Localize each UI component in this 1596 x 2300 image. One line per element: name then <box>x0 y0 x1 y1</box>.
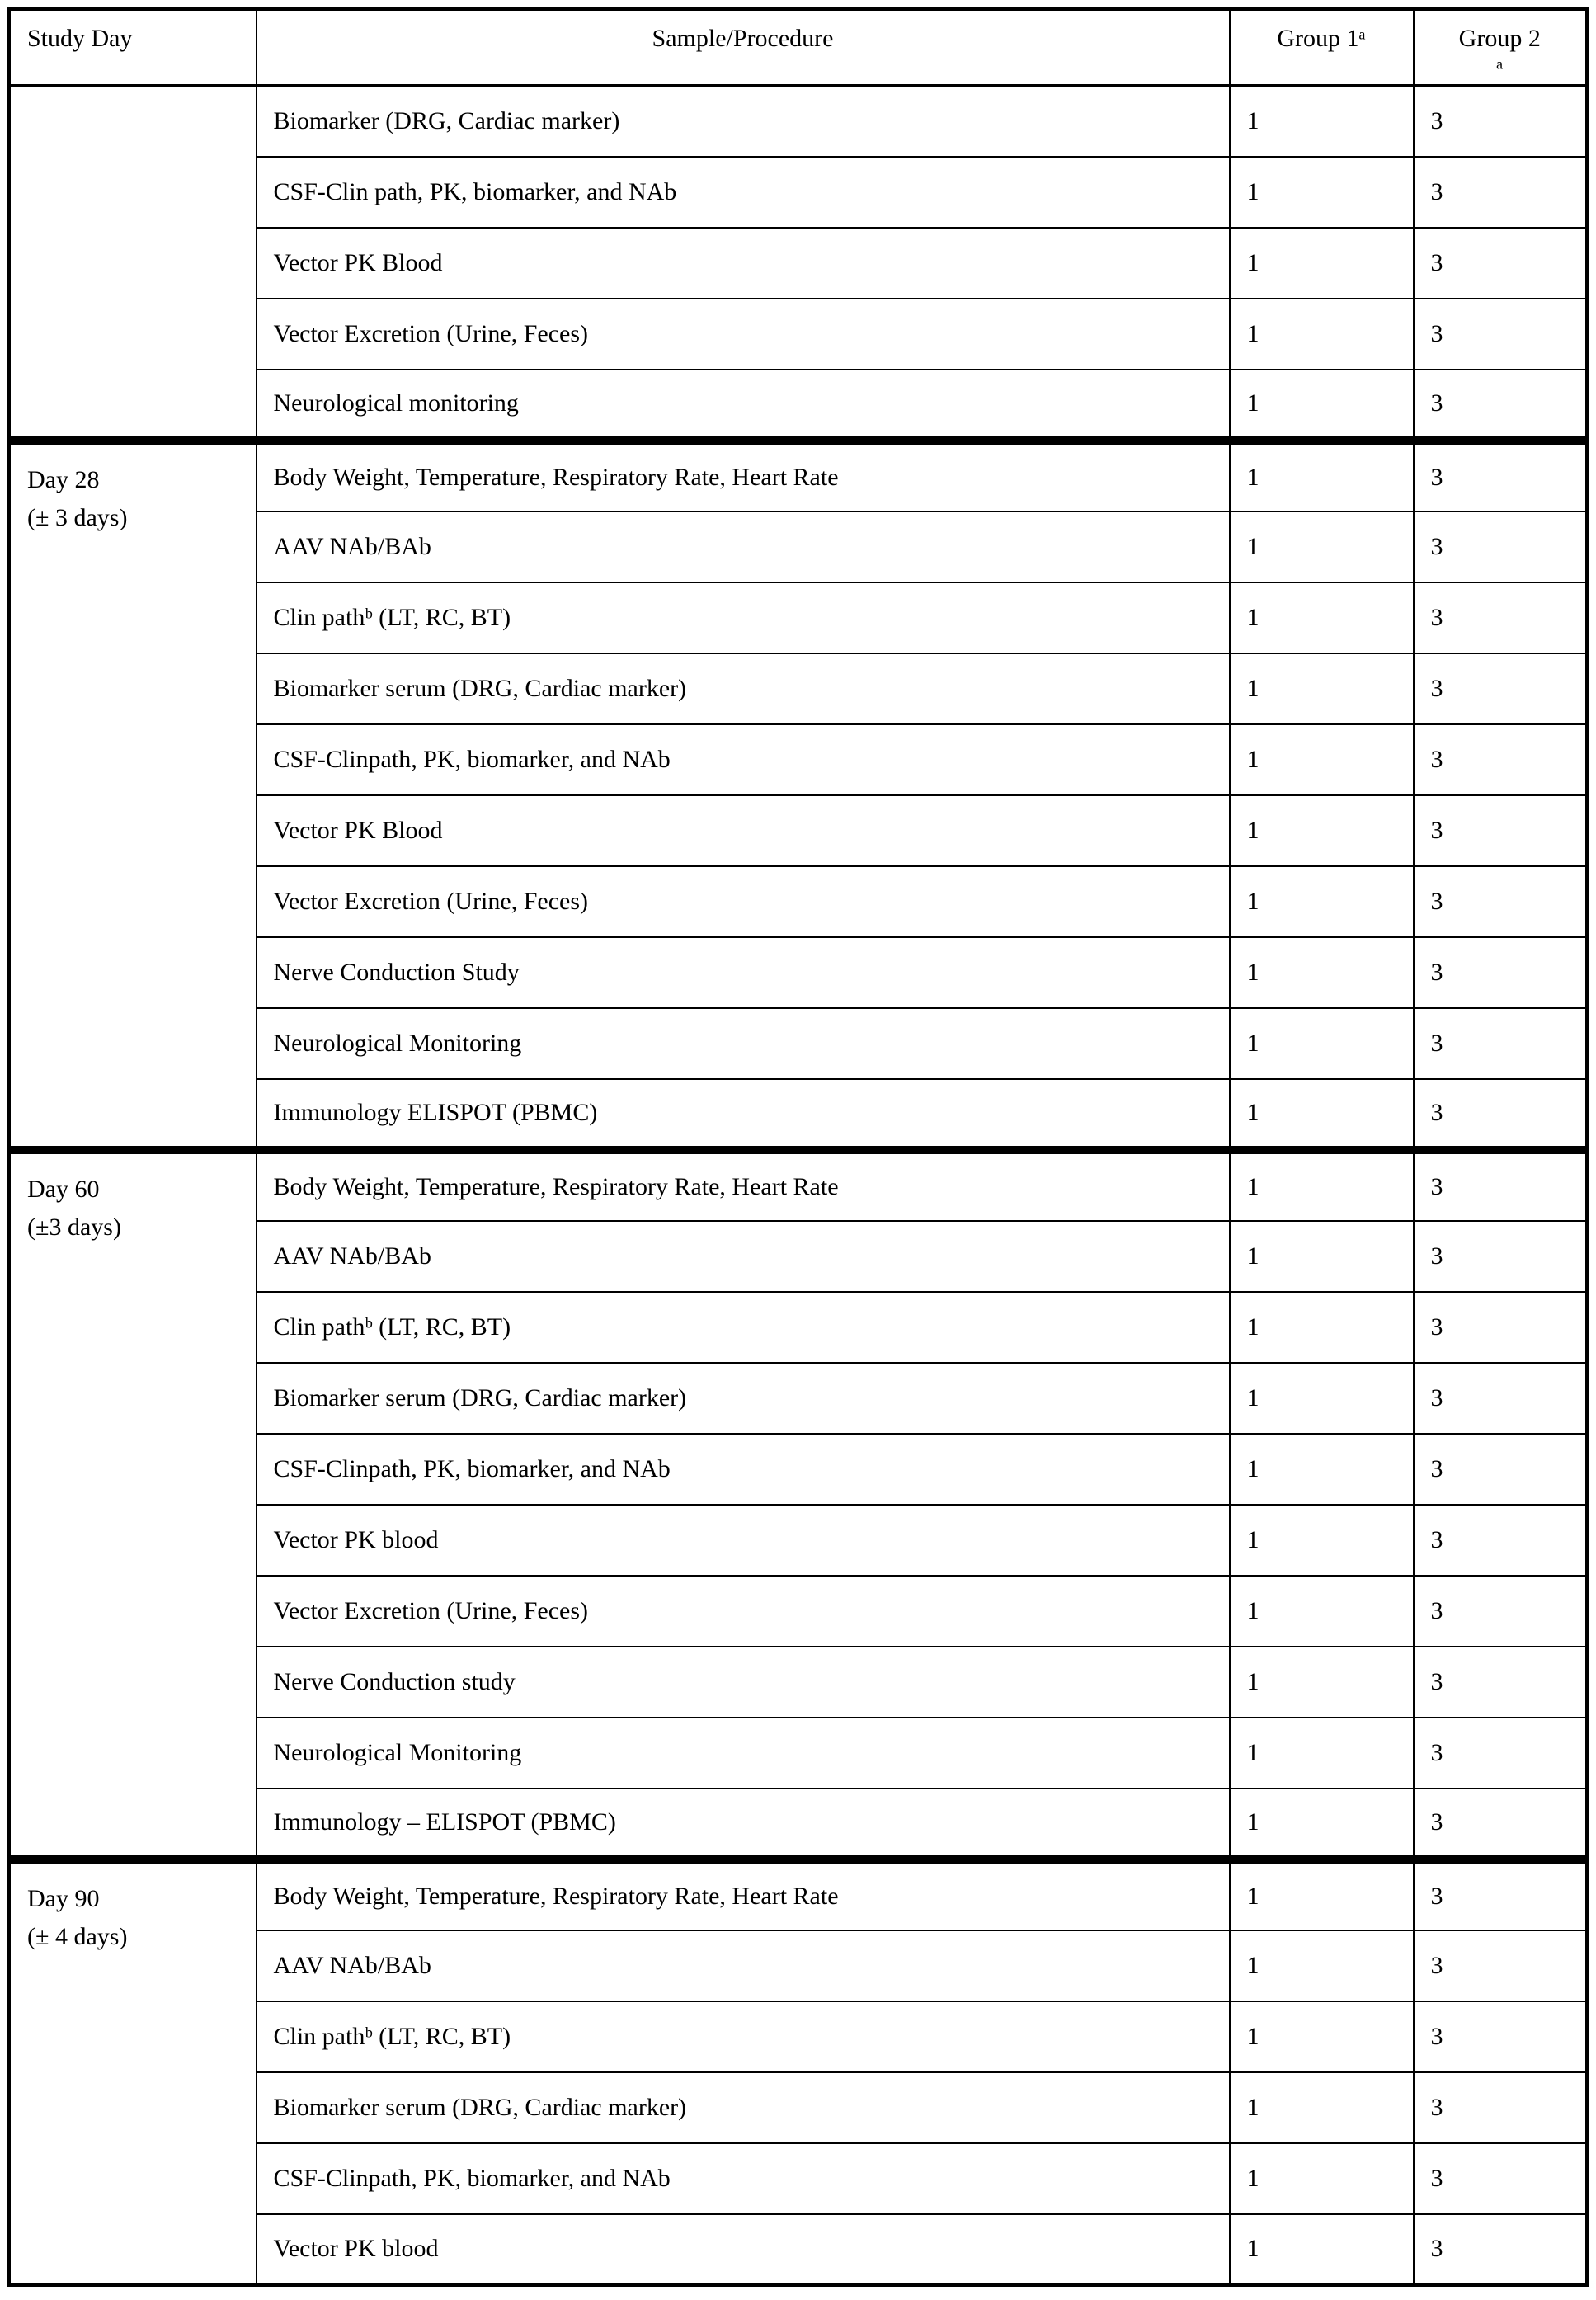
group2-count-cell: 3 <box>1414 157 1588 228</box>
group2-count-cell: 3 <box>1414 2143 1588 2214</box>
group1-count-cell: 1 <box>1230 724 1414 795</box>
group1-count-cell: 1 <box>1230 795 1414 866</box>
group1-count-cell: 1 <box>1230 1292 1414 1363</box>
procedure-cell: Clin pathᵇ (LT, RC, BT) <box>257 582 1230 653</box>
procedure-cell: Clin pathᵇ (LT, RC, BT) <box>257 1292 1230 1363</box>
procedure-cell: Immunology ELISPOT (PBMC) <box>257 1079 1230 1150</box>
group2-count-cell: 3 <box>1414 1859 1588 1930</box>
group2-count-cell: 3 <box>1414 1505 1588 1576</box>
group1-count-cell: 1 <box>1230 228 1414 299</box>
group1-count-cell: 1 <box>1230 2143 1414 2214</box>
group2-count-cell: 3 <box>1414 582 1588 653</box>
group1-count-cell: 1 <box>1230 1505 1414 1576</box>
group1-count-cell: 1 <box>1230 937 1414 1008</box>
study-day-cell: Day 90 (± 4 days) <box>9 1859 257 2285</box>
procedure-cell: Neurological monitoring <box>257 370 1230 441</box>
procedure-cell: Nerve Conduction Study <box>257 937 1230 1008</box>
group1-count-cell: 1 <box>1230 1434 1414 1505</box>
procedure-cell: Biomarker (DRG, Cardiac marker) <box>257 86 1230 157</box>
procedure-cell: Nerve Conduction study <box>257 1647 1230 1718</box>
study-day-cell: Day 28 (± 3 days) <box>9 441 257 1150</box>
group1-count-cell: 1 <box>1230 299 1414 370</box>
group1-count-cell: 1 <box>1230 1789 1414 1859</box>
study-schedule-table <box>7 7 1589 2287</box>
group2-count-cell: 3 <box>1414 441 1588 511</box>
header-row <box>9 9 1588 86</box>
group2-count-cell: 3 <box>1414 1079 1588 1150</box>
group1-count-cell: 1 <box>1230 582 1414 653</box>
procedure-cell: CSF-Clinpath, PK, biomarker, and NAb <box>257 2143 1230 2214</box>
group1-count-cell: 1 <box>1230 866 1414 937</box>
table-row <box>9 1150 1588 1221</box>
procedure-cell: Vector PK Blood <box>257 228 1230 299</box>
procedure-cell: Vector PK blood <box>257 2214 1230 2285</box>
procedure-cell: Neurological Monitoring <box>257 1718 1230 1789</box>
group2-count-cell: 3 <box>1414 795 1588 866</box>
header-study-day: Study Day <box>9 9 257 86</box>
group2-count-cell: 3 <box>1414 511 1588 582</box>
group2-count-cell: 3 <box>1414 228 1588 299</box>
procedure-cell: Vector Excretion (Urine, Feces) <box>257 866 1230 937</box>
procedure-cell: Biomarker serum (DRG, Cardiac marker) <box>257 1363 1230 1434</box>
header-sample-procedure: Sample/Procedure <box>257 9 1230 86</box>
procedure-cell: Vector Excretion (Urine, Feces) <box>257 1576 1230 1647</box>
procedure-cell: Vector PK blood <box>257 1505 1230 1576</box>
procedure-cell: AAV NAb/BAb <box>257 1930 1230 2001</box>
procedure-cell: AAV NAb/BAb <box>257 511 1230 582</box>
group2-count-cell: 3 <box>1414 1292 1588 1363</box>
procedure-cell: CSF-Clinpath, PK, biomarker, and NAb <box>257 1434 1230 1505</box>
group2-count-cell: 3 <box>1414 1150 1588 1221</box>
procedure-cell: Vector Excretion (Urine, Feces) <box>257 299 1230 370</box>
procedure-cell: Body Weight, Temperature, Respiratory Rate, Heart Rate <box>257 441 1230 511</box>
group2-count-cell: 3 <box>1414 724 1588 795</box>
procedure-cell: Clin pathᵇ (LT, RC, BT) <box>257 2001 1230 2072</box>
group1-count-cell: 1 <box>1230 1221 1414 1292</box>
group1-count-cell: 1 <box>1230 653 1414 724</box>
procedure-cell: Immunology – ELISPOT (PBMC) <box>257 1789 1230 1859</box>
procedure-cell: Biomarker serum (DRG, Cardiac marker) <box>257 653 1230 724</box>
group1-count-cell: 1 <box>1230 1150 1414 1221</box>
study-day-cell <box>9 86 257 441</box>
procedure-cell: Neurological Monitoring <box>257 1008 1230 1079</box>
group2-count-cell: 3 <box>1414 866 1588 937</box>
group2-count-cell: 3 <box>1414 2214 1588 2285</box>
group1-count-cell: 1 <box>1230 1718 1414 1789</box>
group1-count-cell: 1 <box>1230 1647 1414 1718</box>
table-row <box>9 86 1588 157</box>
group2-count-cell: 3 <box>1414 86 1588 157</box>
header-group-2: Group 2 ᵃ <box>1414 9 1588 86</box>
group2-count-cell: 3 <box>1414 299 1588 370</box>
schedule-table-body <box>9 86 1588 2285</box>
group1-count-cell: 1 <box>1230 1859 1414 1930</box>
group1-count-cell: 1 <box>1230 2072 1414 2143</box>
table-row <box>9 1859 1588 1930</box>
group1-count-cell: 1 <box>1230 1576 1414 1647</box>
group1-count-cell: 1 <box>1230 1363 1414 1434</box>
group1-count-cell: 1 <box>1230 2001 1414 2072</box>
group2-count-cell: 3 <box>1414 2072 1588 2143</box>
group1-count-cell: 1 <box>1230 157 1414 228</box>
group2-count-cell: 3 <box>1414 1363 1588 1434</box>
procedure-cell: Biomarker serum (DRG, Cardiac marker) <box>257 2072 1230 2143</box>
procedure-cell: AAV NAb/BAb <box>257 1221 1230 1292</box>
group2-count-cell: 3 <box>1414 1718 1588 1789</box>
group1-count-cell: 1 <box>1230 511 1414 582</box>
group1-count-cell: 1 <box>1230 1079 1414 1150</box>
group2-count-cell: 3 <box>1414 653 1588 724</box>
procedure-cell: CSF-Clin path, PK, biomarker, and NAb <box>257 157 1230 228</box>
group2-count-cell: 3 <box>1414 1008 1588 1079</box>
procedure-cell: Body Weight, Temperature, Respiratory Rate, Heart Rate <box>257 1150 1230 1221</box>
group2-count-cell: 3 <box>1414 1576 1588 1647</box>
group2-count-cell: 3 <box>1414 1647 1588 1718</box>
group1-count-cell: 1 <box>1230 2214 1414 2285</box>
group1-count-cell: 1 <box>1230 1008 1414 1079</box>
group2-count-cell: 3 <box>1414 2001 1588 2072</box>
procedure-cell: Body Weight, Temperature, Respiratory Rate, Heart Rate <box>257 1859 1230 1930</box>
group2-count-cell: 3 <box>1414 1789 1588 1859</box>
header-group-1: Group 1ᵃ <box>1230 9 1414 86</box>
group2-count-cell: 3 <box>1414 937 1588 1008</box>
study-day-cell: Day 60 (±3 days) <box>9 1150 257 1859</box>
group1-count-cell: 1 <box>1230 370 1414 441</box>
procedure-cell: CSF-Clinpath, PK, biomarker, and NAb <box>257 724 1230 795</box>
group2-count-cell: 3 <box>1414 1434 1588 1505</box>
procedure-cell: Vector PK Blood <box>257 795 1230 866</box>
group2-count-cell: 3 <box>1414 370 1588 441</box>
group1-count-cell: 1 <box>1230 1930 1414 2001</box>
group1-count-cell: 1 <box>1230 86 1414 157</box>
group2-count-cell: 3 <box>1414 1930 1588 2001</box>
group1-count-cell: 1 <box>1230 441 1414 511</box>
group2-count-cell: 3 <box>1414 1221 1588 1292</box>
table-row <box>9 441 1588 511</box>
